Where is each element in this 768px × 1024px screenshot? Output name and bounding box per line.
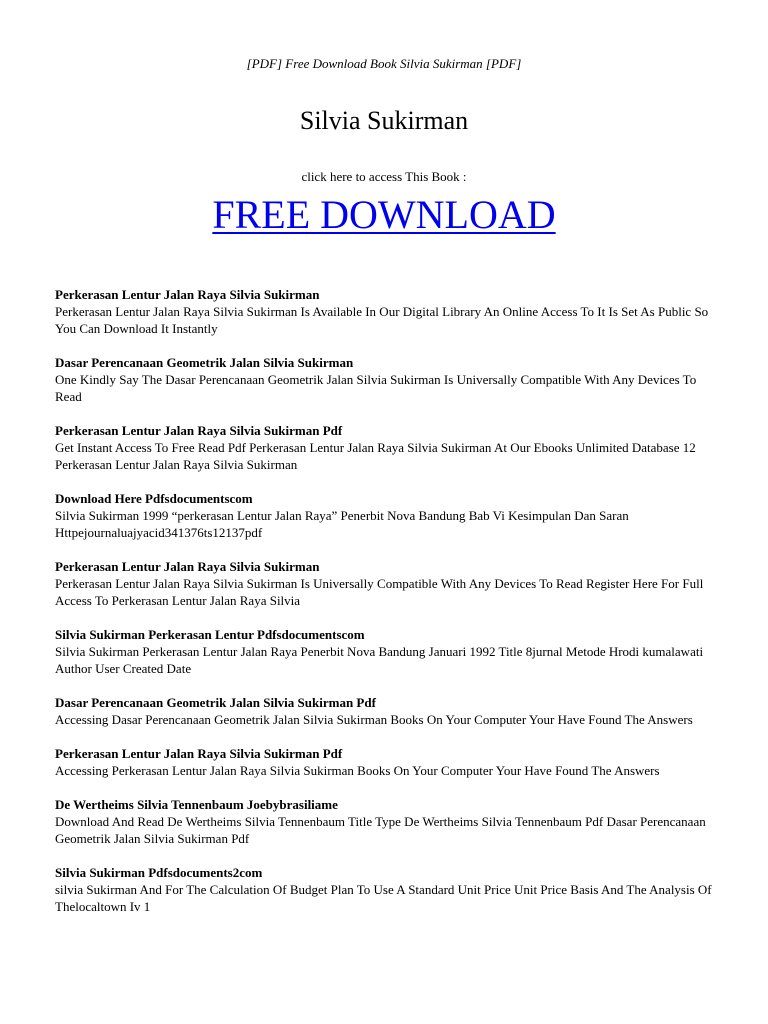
list-item — [55, 745, 715, 779]
entry-title: Silvia Sukirman Pdfsdocuments2com — [55, 865, 263, 880]
entry-body: Accessing Dasar Perencanaan Geometrik Jalan Silvia Sukirman Books On Your Computer Your Have Found The Answers — [55, 712, 693, 727]
entry-title: Perkerasan Lentur Jalan Raya Silvia Sukirman Pdf — [55, 423, 343, 438]
list-item — [55, 286, 715, 337]
entry-title: Perkerasan Lentur Jalan Raya Silvia Sukirman — [55, 287, 320, 302]
list-item — [55, 354, 715, 405]
list-item — [55, 422, 715, 473]
list-item — [55, 864, 715, 915]
list-item — [55, 490, 715, 541]
list-item — [55, 694, 715, 728]
page-title: Silvia Sukirman — [299, 106, 469, 135]
entry-body: Accessing Perkerasan Lentur Jalan Raya Silvia Sukirman Books On Your Computer Your Have Found The Answers — [55, 763, 660, 778]
entry-body: Perkerasan Lentur Jalan Raya Silvia Sukirman Is Universally Compatible With Any Devices To Read Register Here For Full Access To Perkerasan Lentur Jalan Raya Silvia — [55, 576, 704, 608]
entry-title: Dasar Perencanaan Geometrik Jalan Silvia Sukirman Pdf — [55, 695, 376, 710]
entry-title: De Wertheims Silvia Tennenbaum Joebybrasiliame — [55, 797, 338, 812]
entry-body: silvia Sukirman And For The Calculation Of Budget Plan To Use A Standard Unit Price Unit Price Basis And The Analysis Of Thelocaltown Iv 1 — [55, 882, 712, 914]
download-link-container — [0, 190, 768, 240]
list-item — [55, 626, 715, 677]
entry-body: One Kindly Say The Dasar Perencanaan Geometrik Jalan Silvia Sukirman Is Universally Compatible With Any Devices To Read — [55, 372, 697, 404]
entry-title: Dasar Perencanaan Geometrik Jalan Silvia Sukirman — [55, 355, 354, 370]
list-item — [55, 558, 715, 609]
entry-title: Perkerasan Lentur Jalan Raya Silvia Sukirman Pdf — [55, 746, 343, 761]
entry-list — [55, 286, 715, 932]
entry-body: Get Instant Access To Free Read Pdf Perkerasan Lentur Jalan Raya Silvia Sukirman At Our Ebooks Unlimited Database 12 Perkerasan Lentur Jalan Raya Silvia Sukirman — [55, 440, 696, 472]
free-download-link[interactable]: FREE DOWNLOAD — [212, 192, 556, 237]
page-header: [PDF] Free Download Book Silvia Sukirman [PDF] — [246, 56, 522, 71]
entry-body: Silvia Sukirman 1999 “perkerasan Lentur Jalan Raya” Penerbit Nova Bandung Bab Vi Kesimpulan Dan Saran Httpejournaluajyacid341376ts12137pdf — [55, 508, 629, 540]
entry-title: Perkerasan Lentur Jalan Raya Silvia Sukirman — [55, 559, 320, 574]
entry-body: Silvia Sukirman Perkerasan Lentur Jalan Raya Penerbit Nova Bandung Januari 1992 Title 8jurnal Metode Hrodi kumalawati Author User Created Date — [55, 644, 704, 676]
access-instruction: click here to access This Book : — [301, 169, 467, 184]
entry-body: Perkerasan Lentur Jalan Raya Silvia Sukirman Is Available In Our Digital Library An Online Access To It Is Set As Public So You Can Download It Instantly — [55, 304, 709, 336]
entry-title: Download Here Pdfsdocumentscom — [55, 491, 253, 506]
entry-body: Download And Read De Wertheims Silvia Tennenbaum Title Type De Wertheims Silvia Tennenbaum Pdf Dasar Perencanaan Geometrik Jalan Silvia Sukirman Pdf — [55, 814, 706, 846]
entry-title: Silvia Sukirman Perkerasan Lentur Pdfsdocumentscom — [55, 627, 365, 642]
list-item — [55, 796, 715, 847]
